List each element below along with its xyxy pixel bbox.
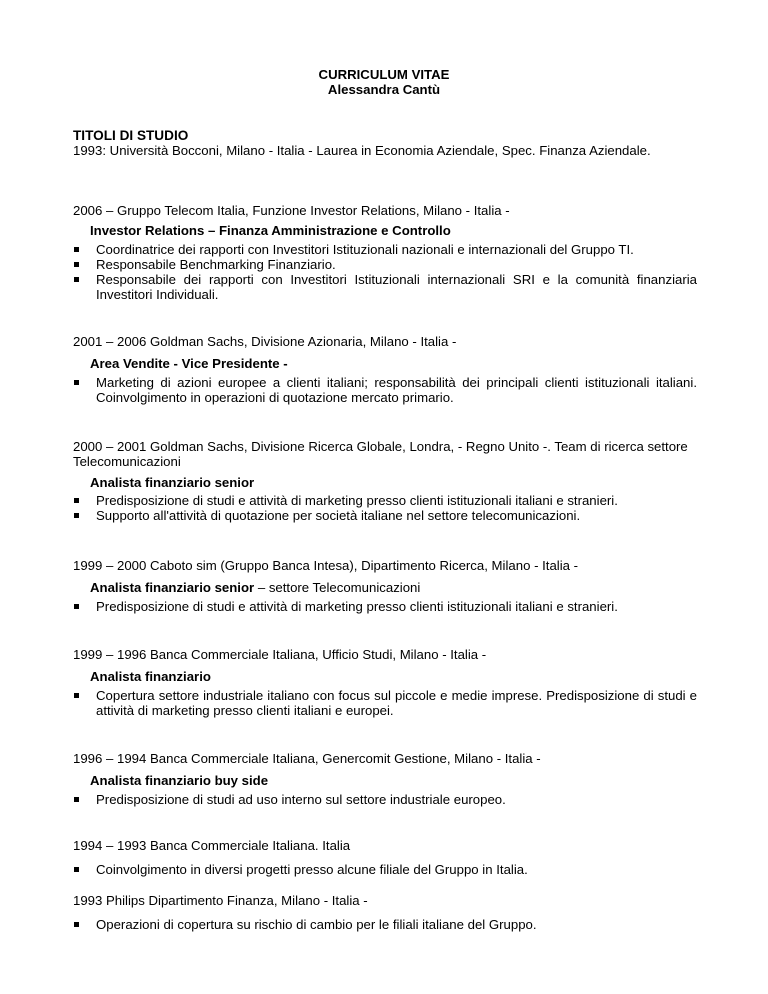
list-item: Operazioni di copertura su rischio di cambio per le filiali italiane del Gruppo.: [73, 917, 697, 932]
list-item: Responsabile Benchmarking Finanziario.: [73, 257, 697, 272]
list-item: Predisposizione di studi e attività di marketing presso clienti istituzionali italiani e stranieri.: [73, 493, 697, 508]
job-role: Area Vendite - Vice Presidente -: [90, 356, 288, 372]
list-item: Predisposizione di studi ad uso interno sul settore industriale europeo.: [73, 792, 697, 807]
job-role-suffix: – settore Telecomunicazioni: [254, 580, 421, 596]
list-item: Marketing di azioni europee a clienti italiani; responsabilità dei principali clienti istituzionali italiani. Coinvolgimento in operazioni di quotazione mercato primario.: [73, 375, 697, 406]
job-role: Analista finanziario senior: [90, 580, 255, 596]
job-company: 1993 Philips Dipartimento Finanza, Milano - Italia -: [73, 893, 368, 908]
job-bullets: [73, 862, 697, 877]
list-item: Supporto all'attività di quotazione per società italiane nel settore telecomunicazioni.: [73, 508, 697, 523]
job-bullets: [73, 375, 697, 406]
job-bullets: [73, 688, 697, 719]
job-entry-8: [73, 893, 697, 933]
job-role-line: [73, 580, 697, 595]
job-entry-2: [73, 334, 697, 405]
job-role: Investor Relations – Finanza Amministrazione e Controllo: [90, 223, 451, 239]
job-role: Analista finanziario senior: [90, 474, 255, 490]
education-heading: TITOLI DI STUDIO: [73, 128, 189, 143]
job-entry-7: [73, 838, 697, 878]
job-entry-3: [73, 439, 697, 523]
job-company: 1999 – 1996 Banca Commerciale Italiana, Ufficio Studi, Milano - Italia -: [73, 647, 487, 662]
list-item: Responsabile dei rapporti con Investitori Istituzionali internazionali SRI e la comunità finanziaria Investitori Individuali.: [73, 272, 697, 303]
job-company: 2006 – Gruppo Telecom Italia, Funzione Investor Relations, Milano - Italia -: [73, 203, 510, 218]
job-bullets: [73, 599, 697, 614]
job-company: 1994 – 1993 Banca Commerciale Italiana. Italia: [73, 838, 351, 853]
job-bullets: [73, 792, 697, 807]
job-company: 1996 – 1994 Banca Commerciale Italiana, Genercomit Gestione, Milano - Italia -: [73, 751, 541, 766]
document-title: CURRICULUM VITAE: [318, 67, 450, 82]
job-entry-1: [73, 203, 697, 303]
job-bullets: [73, 242, 697, 303]
job-entry-5: [73, 647, 697, 718]
person-name: Alessandra Cantù: [327, 82, 441, 98]
list-item: Predisposizione di studi e attività di marketing presso clienti istituzionali italiani e stranieri.: [73, 599, 697, 614]
job-bullets: [73, 917, 697, 932]
education-text: 1993: Università Bocconi, Milano - Italia - Laurea in Economia Aziendale, Spec. Finanza Aziendale.: [73, 143, 651, 159]
job-company: 2000 – 2001 Goldman Sachs, Divisione Ricerca Globale, Londra, - Regno Unito -. Team di ricerca settore Telecomunicazioni: [73, 439, 688, 470]
cv-header: [0, 67, 768, 98]
job-company: 1999 – 2000 Caboto sim (Gruppo Banca Intesa), Dipartimento Ricerca, Milano - Italia -: [73, 558, 579, 573]
job-role: Analista finanziario: [90, 669, 211, 685]
job-company: 2001 – 2006 Goldman Sachs, Divisione Azionaria, Milano - Italia -: [73, 334, 457, 349]
job-entry-4: [73, 558, 697, 614]
job-bullets: [73, 493, 697, 524]
job-role: Analista finanziario buy side: [90, 773, 269, 789]
list-item: Coinvolgimento in diversi progetti presso alcune filiale del Gruppo in Italia.: [73, 862, 697, 877]
education-section: [73, 128, 697, 159]
job-entry-6: [73, 751, 697, 807]
list-item: Copertura settore industriale italiano con focus sul piccole e medie imprese. Predisposizione di studi e attività di marketing presso clienti italiani e europei.: [73, 688, 697, 719]
list-item: Coordinatrice dei rapporti con Investitori Istituzionali nazionali e internazionali del Gruppo TI.: [73, 242, 697, 257]
